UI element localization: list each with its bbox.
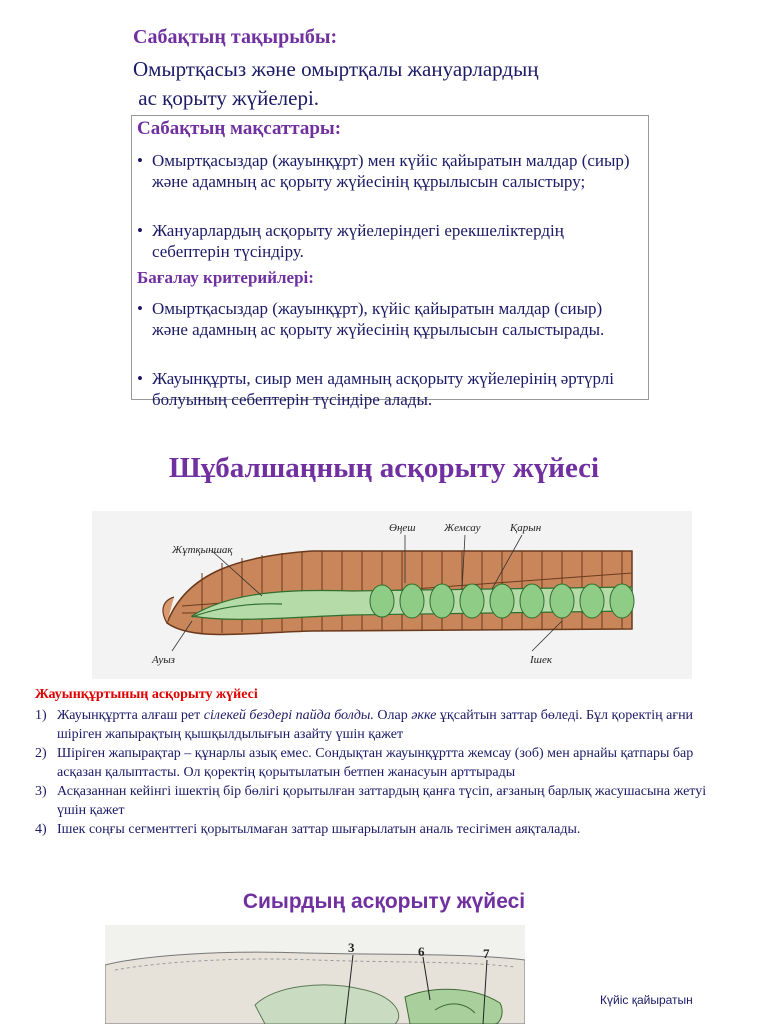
label-crop: Жемсау [444,522,481,534]
topic-line-1: Омыртқасыз және омыртқалы жануарлардың [133,57,539,81]
list-number: 4) [35,822,47,837]
bullet-icon: • [137,299,143,318]
worm-list-title: Жауынқұртының асқорыту жүйесі [35,687,258,702]
list-item [35,782,725,820]
list-text: ұқсайтын заттар бөледі. Бұл қоректің ағни шіріген жапырақтың қышқылдылығын азайту үшін қажет [57,708,694,742]
objectives-title: Сабақтың мақсаттары: [137,118,342,139]
list-number: 3) [35,784,47,799]
cow-illustration [105,925,525,1024]
list-number: 1) [35,708,47,723]
worm-section-heading: Шұбалшаңның асқорыту жүйесі [168,452,600,484]
objective-text: Омыртқасыздар (жауынқұрт) мен күйіс қайыратын малдар (сиыр) және адамның ас қорыту жүйесінің құрылысын салыстыру; [152,151,630,191]
criteria-text: Жауынқұрты, сиыр мен адамның асқорыту жүйелерінің әртүрлі болуының себептерін түсіндіре алады. [152,369,614,409]
list-emphasis: әкке [411,708,437,723]
worm-list [35,706,725,839]
objective-item [137,220,642,262]
list-item [35,744,725,782]
list-item [35,820,725,839]
label-esophagus: Өңеш [389,522,416,534]
list-text: Жауынқұртта алғаш рет [57,708,204,723]
cow-label-3: 3 [348,940,355,955]
objective-item [137,150,642,192]
bullet-icon: • [137,369,143,388]
criteria-item [137,298,642,340]
label-mouth: Ауыз [152,654,175,666]
label-intestine: Ішек [530,654,552,666]
list-item [35,706,725,744]
label-stomach: Қарын [510,522,542,534]
bullet-icon: • [137,151,143,170]
topic-text [133,55,653,113]
worm-diagram [92,511,692,679]
label-pharynx: Жұтқыншақ [172,544,233,556]
list-text: Ішек соңғы сегменттегі қорытылмаған заттар шығарылатын аналь тесігімен аяқталады. [57,822,581,837]
criteria-title: Бағалау критерийлері: [137,268,314,287]
worm-gut-pouches [370,584,634,618]
list-text: Олар [373,708,412,723]
list-text: Асқазаннан кейінгі ішектің бір бөлігі қорытылған заттардың қанға түсіп, ағзаның барлық жасушасына жетуі үшін қажет [57,784,707,818]
criteria-item [137,368,642,410]
cow-section-heading: Сиырдың асқорыту жүйесі [242,890,526,913]
topic-title: Сабақтың тақырыбы: [133,26,338,48]
side-label: Күйіс қайыратын [600,993,693,1007]
bullet-icon: • [137,221,143,240]
topic-line-2: ас қорыту жүйелері. [133,86,320,110]
cow-label-7: 7 [483,946,490,961]
list-number: 2) [35,746,47,761]
worm-illustration [92,511,692,679]
objective-text: Жануарлардың асқорыту жүйелеріндегі ерекшеліктердің себептерін түсіндіру. [152,221,564,261]
list-emphasis: сілекей бездері пайда болды. [203,708,374,723]
cow-label-6: 6 [418,944,425,959]
cow-diagram [105,925,525,1024]
criteria-text: Омыртқасыздар (жауынқұрт), күйіс қайыратын малдар (сиыр) және адамның ас қорыту жүйесінің құрылысын салыстырады. [152,299,605,339]
list-text: Шіріген жапырақтар – құнарлы азық емес. Сондықтан жауынқұртта жемсау (зоб) мен арнайы қатпары бар асқазан қалыптасты. Ол қоректің қорытылатын бетпен жанасуын арттырады [57,746,694,780]
